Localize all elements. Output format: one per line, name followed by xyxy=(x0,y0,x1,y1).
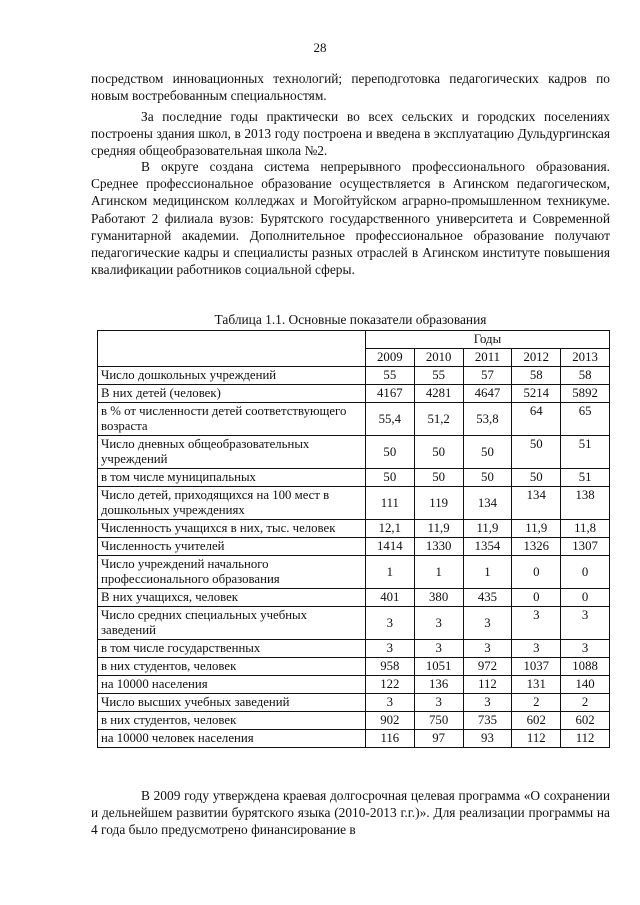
table-cell: 380 xyxy=(414,589,463,607)
table-row xyxy=(98,436,610,469)
table-cell: 51,2 xyxy=(414,403,463,436)
table-cell: 11,9 xyxy=(463,520,512,538)
table-row xyxy=(98,556,610,589)
table-row xyxy=(98,367,610,385)
table-cell: 134 xyxy=(463,487,512,520)
table-cell: 112 xyxy=(561,730,610,748)
table-row xyxy=(98,589,610,607)
table-cell: 58 xyxy=(561,367,610,385)
table-cell: 0 xyxy=(561,556,610,589)
table-row xyxy=(98,469,610,487)
table-cell: 5214 xyxy=(512,385,561,403)
table-cell: 50 xyxy=(365,469,414,487)
table-cell: 1326 xyxy=(512,538,561,556)
year-header: 2011 xyxy=(463,349,512,367)
table-cell: 3 xyxy=(512,640,561,658)
table-cell: 0 xyxy=(512,556,561,589)
table-cell: 4281 xyxy=(414,385,463,403)
table-cell: 3 xyxy=(414,607,463,640)
table-cell: 902 xyxy=(365,712,414,730)
table-cell: 55,4 xyxy=(365,403,414,436)
table-cell: 3 xyxy=(463,694,512,712)
year-header: 2013 xyxy=(561,349,610,367)
table-cell: 3 xyxy=(414,694,463,712)
table-cell: 11,9 xyxy=(512,520,561,538)
table-cell: 401 xyxy=(365,589,414,607)
row-label: на 10000 населения xyxy=(98,676,366,694)
table-row xyxy=(98,676,610,694)
table-cell: 735 xyxy=(463,712,512,730)
table-cell: 134 xyxy=(512,487,561,520)
row-label: Число средних специальных учебных заведений xyxy=(98,607,366,640)
table-cell: 57 xyxy=(463,367,512,385)
table-cell: 11,9 xyxy=(414,520,463,538)
row-label: в том числе муниципальных xyxy=(98,469,366,487)
table-cell: 138 xyxy=(561,487,610,520)
table-cell: 116 xyxy=(365,730,414,748)
table-body xyxy=(98,367,610,748)
table-cell: 0 xyxy=(561,589,610,607)
table-row xyxy=(98,520,610,538)
row-label: в % от численности детей соответствующего возраста xyxy=(98,403,366,436)
table-cell: 4167 xyxy=(365,385,414,403)
table-cell: 51 xyxy=(561,436,610,469)
table-cell: 93 xyxy=(463,730,512,748)
table-row xyxy=(98,694,610,712)
table-cell: 50 xyxy=(414,436,463,469)
table-cell: 122 xyxy=(365,676,414,694)
table-cell: 602 xyxy=(512,712,561,730)
table-cell: 64 xyxy=(512,403,561,436)
table-cell: 12,1 xyxy=(365,520,414,538)
table-row xyxy=(98,712,610,730)
table-cell: 1414 xyxy=(365,538,414,556)
table-cell: 1 xyxy=(463,556,512,589)
row-label: Число дошкольных учреждений xyxy=(98,367,366,385)
table-cell: 112 xyxy=(512,730,561,748)
table-cell: 1088 xyxy=(561,658,610,676)
table-row xyxy=(98,385,610,403)
year-header: 2010 xyxy=(414,349,463,367)
table-caption: Таблица 1.1. Основные показатели образования xyxy=(214,312,487,327)
table-row xyxy=(98,658,610,676)
table-cell: 50 xyxy=(512,436,561,469)
table-row xyxy=(98,403,610,436)
table-cell: 58 xyxy=(512,367,561,385)
row-label: в них студентов, человек xyxy=(98,712,366,730)
year-header: 2009 xyxy=(365,349,414,367)
table-cell: 3 xyxy=(561,607,610,640)
table-cell: 5892 xyxy=(561,385,610,403)
table-cell: 1330 xyxy=(414,538,463,556)
table-cell: 11,8 xyxy=(561,520,610,538)
table-row xyxy=(98,730,610,748)
row-label: в них студентов, человек xyxy=(98,658,366,676)
table-corner-cell xyxy=(98,331,366,367)
table-cell: 53,8 xyxy=(463,403,512,436)
table-cell: 1 xyxy=(365,556,414,589)
row-label: Число детей, приходящихся на 100 мест в дошкольных учреждениях xyxy=(98,487,366,520)
paragraph-retraining: посредством инновационных технологий; переподготовка педагогических кадров по новым востребованным специальностям. xyxy=(91,71,610,104)
table-cell: 50 xyxy=(365,436,414,469)
table-cell: 119 xyxy=(414,487,463,520)
table-cell: 51 xyxy=(561,469,610,487)
row-label: Число высших учебных заведений xyxy=(98,694,366,712)
table-row xyxy=(98,487,610,520)
table-cell: 112 xyxy=(463,676,512,694)
table-cell: 131 xyxy=(512,676,561,694)
table-cell: 65 xyxy=(561,403,610,436)
row-label: Число дневных общеобразовательных учреждений xyxy=(98,436,366,469)
table-cell: 972 xyxy=(463,658,512,676)
table-row xyxy=(98,607,610,640)
row-label: на 10000 человек населения xyxy=(98,730,366,748)
table-cell: 55 xyxy=(365,367,414,385)
table-cell: 3 xyxy=(463,607,512,640)
table-cell: 50 xyxy=(512,469,561,487)
table-cell: 3 xyxy=(365,607,414,640)
table-cell: 1037 xyxy=(512,658,561,676)
table-cell: 55 xyxy=(414,367,463,385)
table-row xyxy=(98,640,610,658)
table-cell: 1307 xyxy=(561,538,610,556)
row-label: В них детей (человек) xyxy=(98,385,366,403)
table-cell: 1354 xyxy=(463,538,512,556)
table-cell: 3 xyxy=(561,640,610,658)
row-label: В них учащихся, человек xyxy=(98,589,366,607)
table-row xyxy=(98,538,610,556)
table-cell: 3 xyxy=(463,640,512,658)
table-cell: 4647 xyxy=(463,385,512,403)
row-label: в том числе государственных xyxy=(98,640,366,658)
paragraph-language-program: В 2009 году утверждена краевая долгосрочная целевая программа «О сохранении и дельнейшем развитии бурятского языка (2010-2013 г.г.)». Для реализации программы на 4 года было предусмотрено финансирование в xyxy=(91,788,610,838)
table-cell: 2 xyxy=(512,694,561,712)
table-cell: 50 xyxy=(463,436,512,469)
table-cell: 50 xyxy=(463,469,512,487)
table-cell: 3 xyxy=(512,607,561,640)
table-cell: 435 xyxy=(463,589,512,607)
table-cell: 2 xyxy=(561,694,610,712)
row-label: Численность учащихся в них, тыс. человек xyxy=(98,520,366,538)
table-cell: 602 xyxy=(561,712,610,730)
paragraph-schools: За последние годы практически во всех сельских и городских поселениях построены здания школ, в 2013 году построена и введена в эксплуатацию Дульдургинская средняя общеобразовательная школа №2. xyxy=(91,109,610,159)
years-group-header: Годы xyxy=(365,331,609,349)
education-indicators-table xyxy=(97,330,610,748)
table-cell: 3 xyxy=(365,640,414,658)
row-label: Численность учителей xyxy=(98,538,366,556)
row-label: Число учреждений начального профессионального образования xyxy=(98,556,366,589)
table-header-row xyxy=(98,331,610,349)
table-cell: 958 xyxy=(365,658,414,676)
table-cell: 111 xyxy=(365,487,414,520)
year-header: 2012 xyxy=(512,349,561,367)
table-cell: 750 xyxy=(414,712,463,730)
table-cell: 1051 xyxy=(414,658,463,676)
table-cell: 3 xyxy=(414,640,463,658)
table-cell: 97 xyxy=(414,730,463,748)
paragraph-vocational-education: В округе создана система непрерывного профессионального образования. Среднее профессиональное образование осуществляется в Агинском педагогическом, Агинском медицинском колледжах и Могойтуйском аграрно-промышленном техникуме. Работают 2 филиала вузов: Бурятского государственного университета и Современной гуманитарной академии. Дополнительное профессиональное образование получают педагогические кадры и специалисты разных отраслей в Агинском институте повышения квалификации работников социальной сферы. xyxy=(91,159,610,278)
table-cell: 50 xyxy=(414,469,463,487)
page-number: 28 xyxy=(313,40,327,55)
table-cell: 3 xyxy=(365,694,414,712)
table-cell: 136 xyxy=(414,676,463,694)
table-cell: 1 xyxy=(414,556,463,589)
table-cell: 140 xyxy=(561,676,610,694)
table-cell: 0 xyxy=(512,589,561,607)
